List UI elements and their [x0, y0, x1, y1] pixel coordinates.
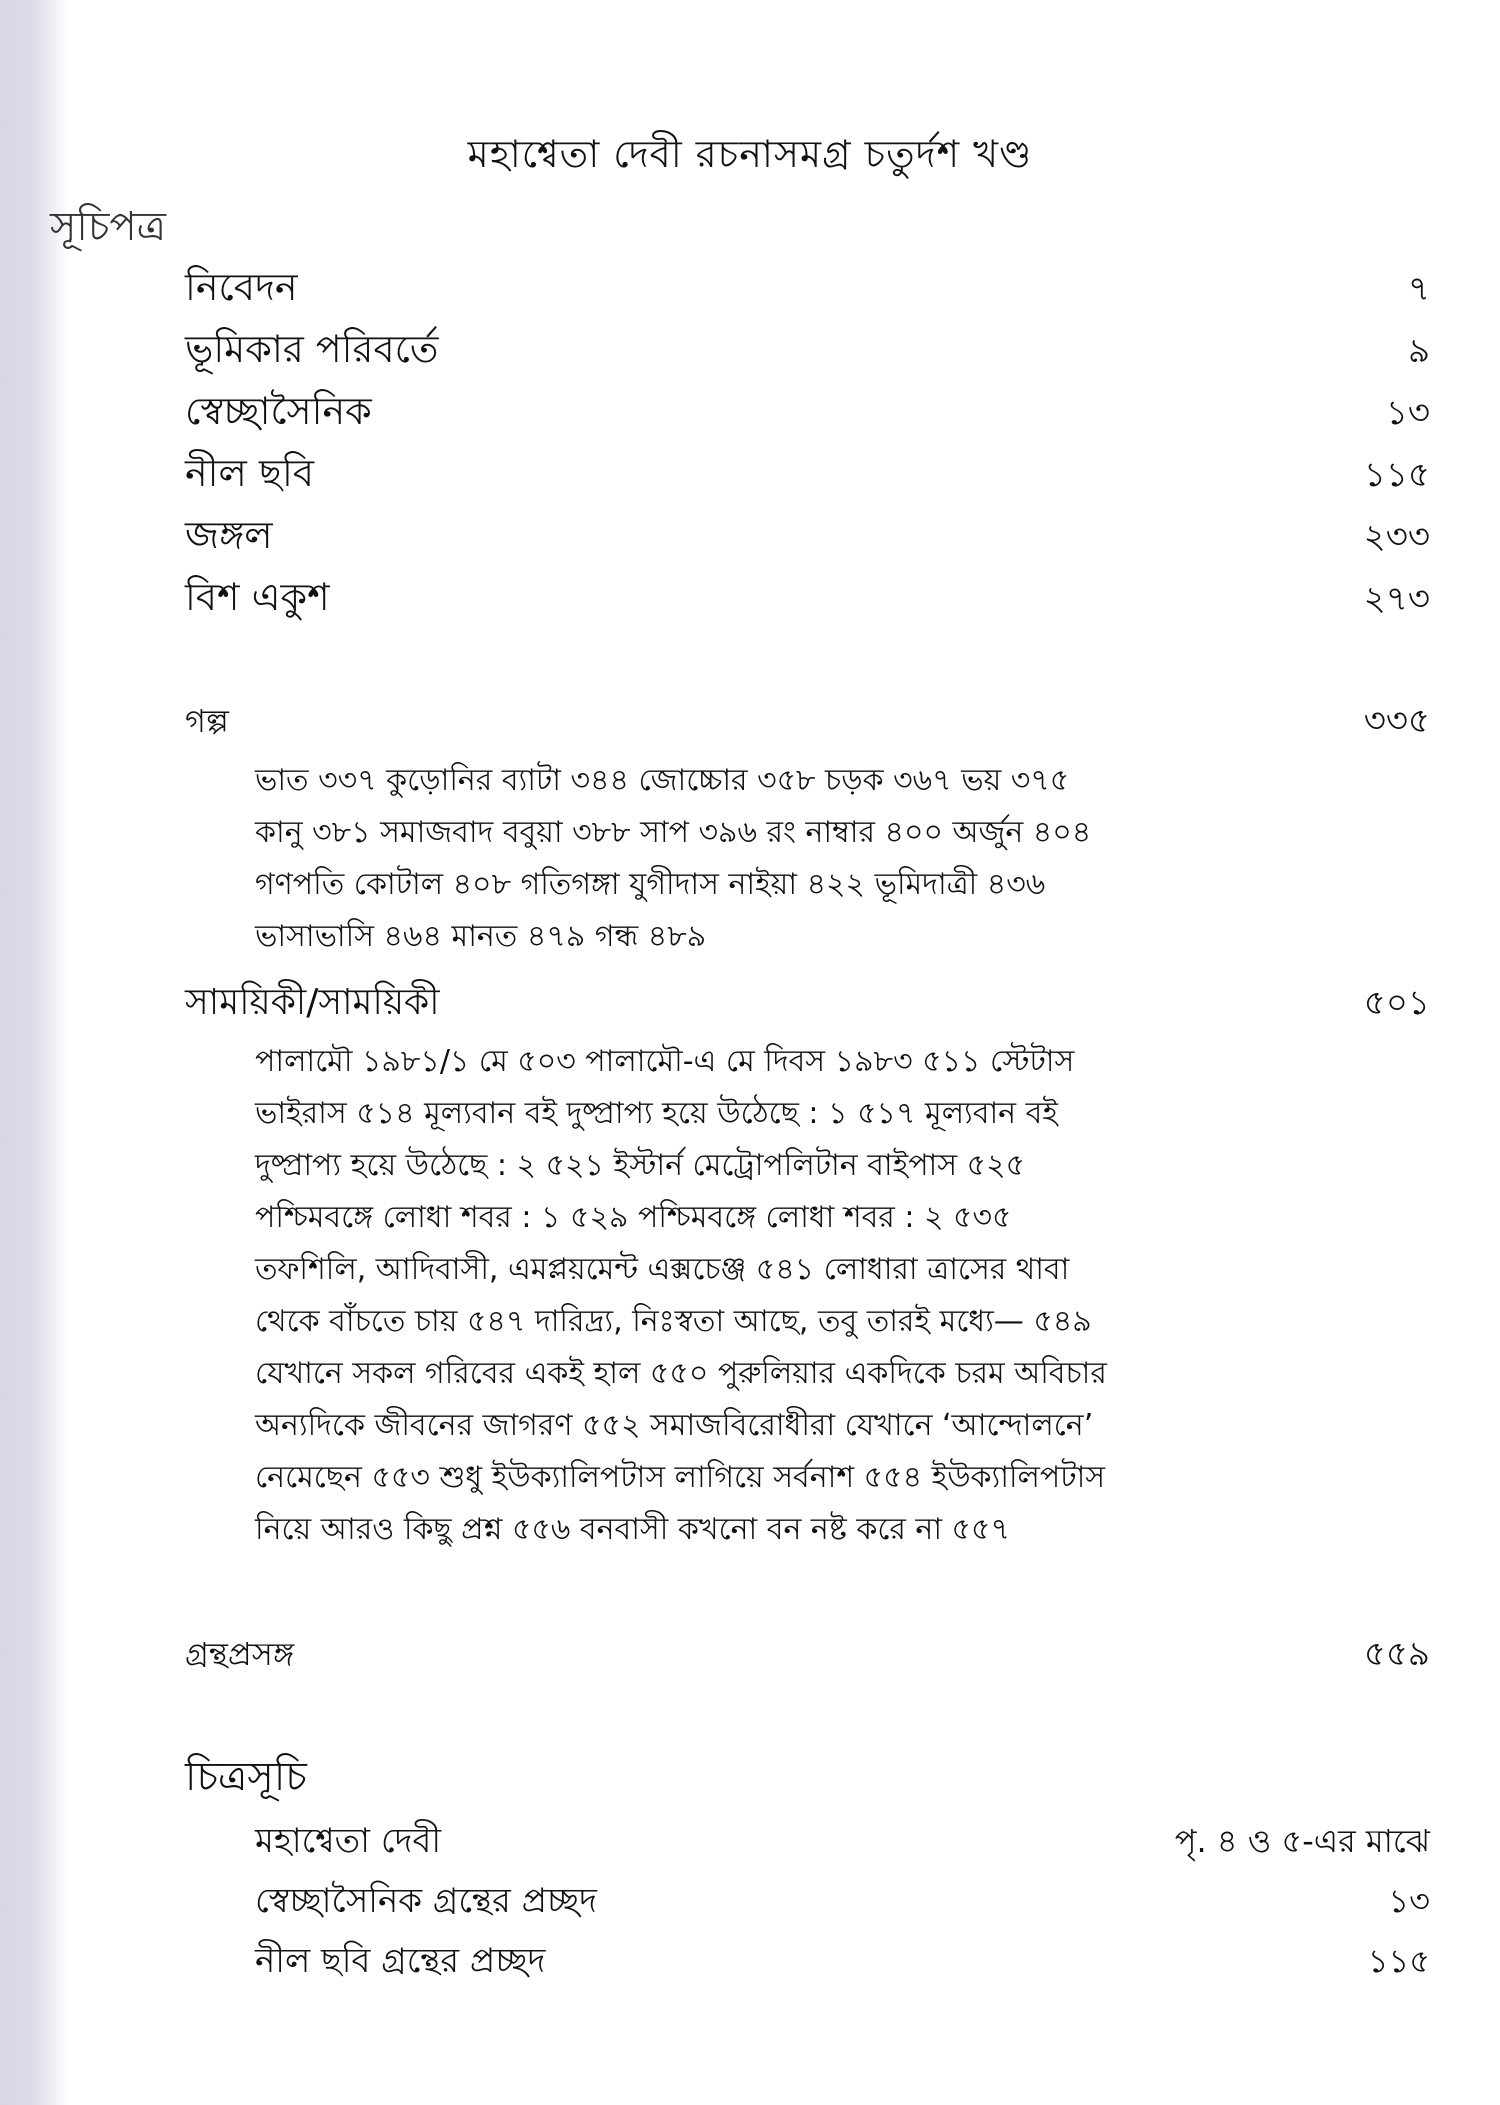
toc-entry [185, 382, 1430, 446]
toc-section-periodicals [185, 975, 1430, 1035]
periodicals-list [255, 1036, 1285, 1556]
toc-entry-title: ভূমিকার পরিবর্তে [185, 327, 439, 371]
periodicals-line: যেখানে সকল গরিবের একই হাল ৫৫০ পুরুলিয়ার একদিকে চরম অবিচার [255, 1356, 1107, 1391]
illustration-page: ১১৫ [1367, 1942, 1430, 1980]
toc-entry-title: স্বেচ্ছাসৈনিক [185, 389, 372, 433]
toc-entry-page: ৭ [1407, 269, 1430, 309]
toc-entry-page: ২৭৩ [1363, 579, 1430, 619]
toc-entry-page: ২৩৩ [1363, 517, 1430, 557]
section-title: সাময়িকী/সাময়িকী [185, 982, 440, 1023]
illustration-title: নীল ছবি গ্রন্থের প্রচ্ছদ [255, 1941, 546, 1981]
section-page: ৩৩৫ [1363, 701, 1430, 741]
illustration-page: পৃ. ৪ ও ৫-এর মাঝে [1174, 1822, 1430, 1860]
illustration-entry [255, 1875, 1430, 1932]
toc-section-book-notes [185, 1628, 1430, 1685]
stories-line: গণপতি কোটাল ৪০৮ গতিগঙ্গা যুগীদাস নাইয়া ৪২২ ভূমিদাত্রী ৪৩৬ [255, 867, 1046, 902]
illustration-title: স্বেচ্ছাসৈনিক গ্রন্থের প্রচ্ছদ [255, 1881, 598, 1921]
periodicals-line: থেকে বাঁচতে চায় ৫৪৭ দারিদ্র্য, নিঃস্বতা আছে, তবু তারই মধ্যে— ৫৪৯ [255, 1304, 1092, 1339]
toc-entry [185, 444, 1430, 508]
toc-entry-page: ১১৫ [1363, 455, 1430, 495]
toc-heading: সূচিপত্র [50, 204, 166, 250]
toc-section-stories [185, 695, 1430, 752]
periodicals-line: নিয়ে আরও কিছু প্রশ্ন ৫৫৬ বনবাসী কখনো বন নষ্ট করে না ৫৫৭ [255, 1512, 1010, 1547]
toc-entry [185, 506, 1430, 570]
periodicals-line: পশ্চিমবঙ্গে লোধা শবর : ১ ৫২৯ পশ্চিমবঙ্গে লোধা শবর : ২ ৫৩৫ [255, 1200, 1012, 1235]
illustration-title: মহাশ্বেতা দেবী [255, 1821, 442, 1861]
periodicals-line: নেমেছেন ৫৫৩ শুধু ইউক্যালিপটাস লাগিয়ে সর্বনাশ ৫৫৪ ইউক্যালিপটাস [255, 1460, 1106, 1495]
section-title: গ্রন্থপ্রসঙ্গ [185, 1635, 295, 1673]
stories-line: ভাসাভাসি ৪৬৪ মানত ৪৭৯ গন্ধ ৪৮৯ [255, 919, 707, 954]
toc-entry-title: নিবেদন [185, 265, 298, 309]
stories-line: কানু ৩৮১ সমাজবাদ ববুয়া ৩৮৮ সাপ ৩৯৬ রং নাম্বার ৪০০ অর্জুন ৪০৪ [255, 815, 1092, 850]
toc-entry-title: নীল ছবি [185, 451, 314, 495]
toc-entry [185, 258, 1430, 322]
periodicals-line: ভাইরাস ৫১৪ মূল্যবান বই দুষ্প্রাপ্য হয়ে উঠেছে : ১ ৫১৭ মূল্যবান বই [255, 1096, 1058, 1131]
illustration-entry [255, 1815, 1430, 1872]
periodicals-line: তফশিলি, আদিবাসী, এমপ্লয়মেন্ট এক্সচেঞ্জ ৫৪১ লোধারা ত্রাসের থাবা [255, 1252, 1070, 1287]
book-title: মহাশ্বেতা দেবী রচনাসমগ্র চতুর্দশ খণ্ড [467, 132, 1033, 176]
illustration-page: ১৩ [1388, 1882, 1430, 1920]
toc-entry-page: ১৩ [1385, 393, 1430, 433]
illustration-entry [255, 1935, 1430, 1992]
periodicals-line: পালামৌ ১৯৮১/১ মে ৫০৩ পালামৌ-এ মে দিবস ১৯৮৩ ৫১১ স্টেটাস [255, 1044, 1075, 1079]
binding-shadow [0, 0, 70, 2105]
toc-entry-page: ৯ [1407, 331, 1430, 371]
stories-list [255, 755, 1285, 963]
toc-entry [185, 568, 1430, 632]
toc-entry [185, 320, 1430, 384]
section-title: গল্প [185, 702, 229, 740]
section-page: ৫৫৯ [1363, 1634, 1430, 1674]
toc-entry-title: জঙ্গল [185, 513, 273, 557]
periodicals-line: দুষ্প্রাপ্য হয়ে উঠেছে : ২ ৫২১ ইস্টার্ন মেট্রোপলিটান বাইপাস ৫২৫ [255, 1148, 1026, 1183]
toc-entry-title: বিশ একুশ [185, 575, 330, 619]
section-page: ৫০১ [1363, 983, 1430, 1023]
periodicals-line: অন্যদিকে জীবনের জাগরণ ৫৫২ সমাজবিরোধীরা যেখানে ‘আন্দোলনে’ [255, 1408, 1094, 1443]
stories-line: ভাত ৩৩৭ কুড়োনির ব্যাটা ৩৪৪ জোচ্চোর ৩৫৮ চড়ক ৩৬৭ ভয় ৩৭৫ [255, 763, 1070, 798]
illustrations-heading: চিত্রসূচি [185, 1754, 307, 1800]
